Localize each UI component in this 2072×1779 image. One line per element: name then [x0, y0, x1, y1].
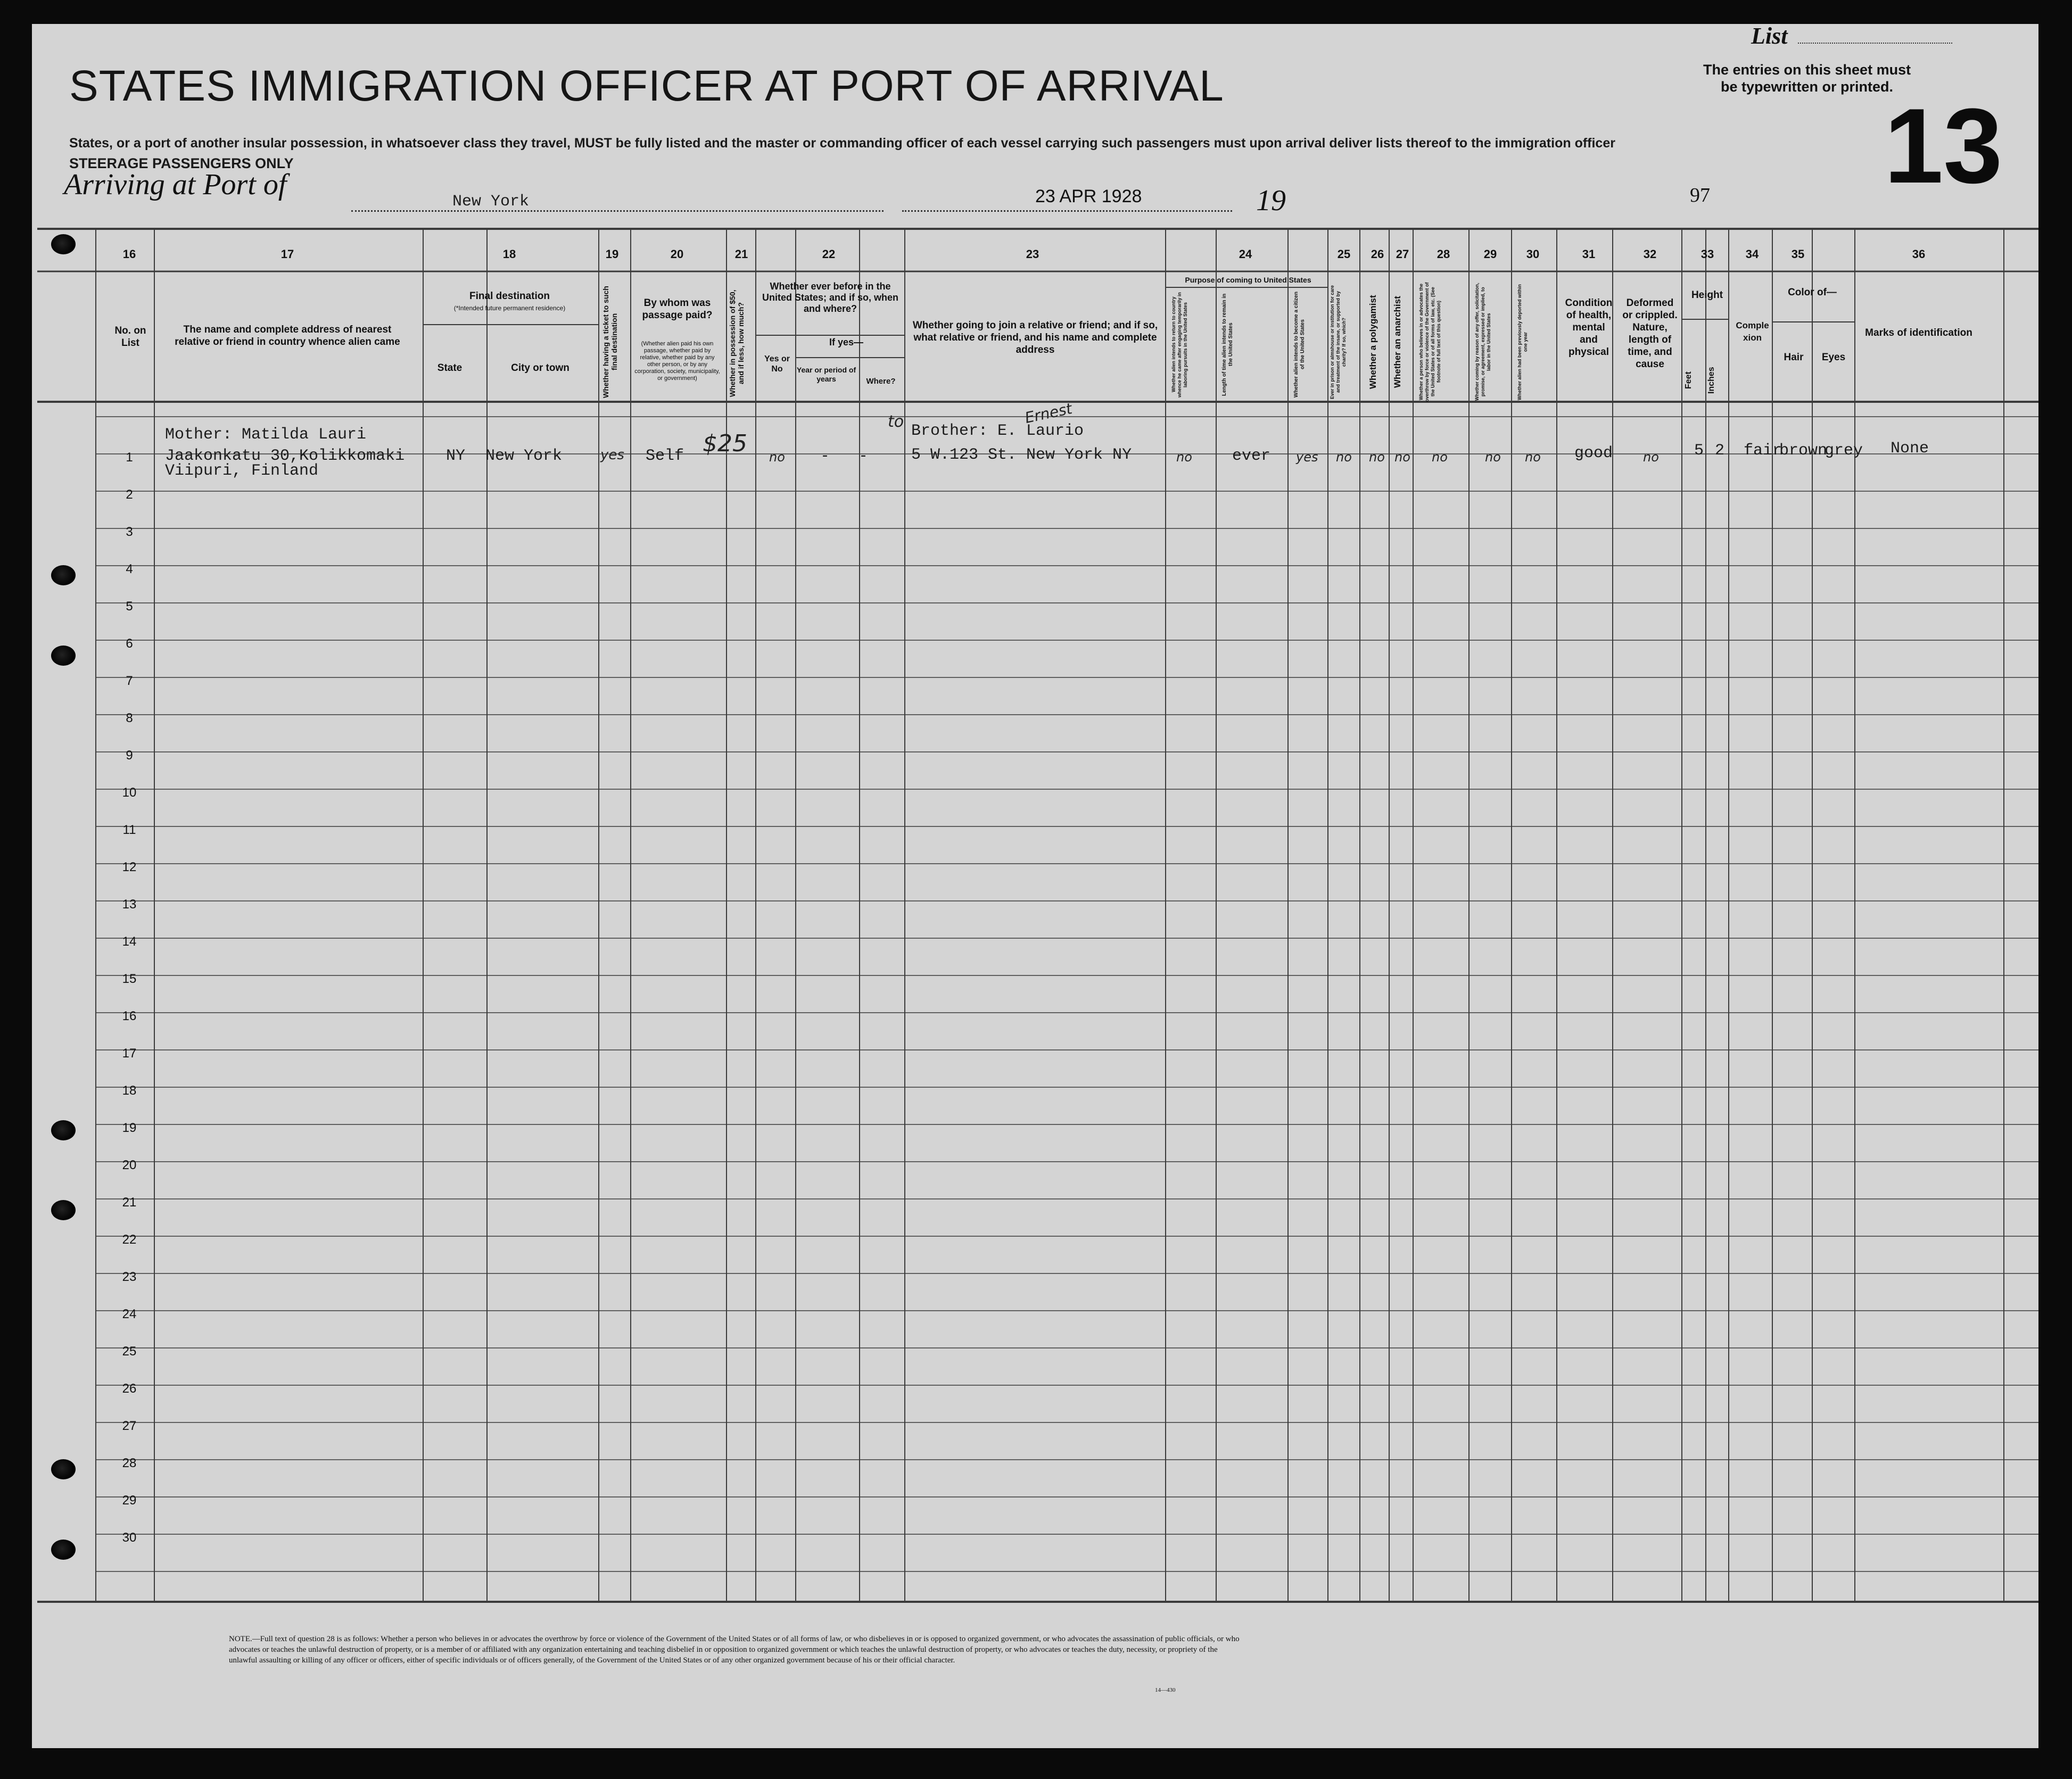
col-num-34: 34	[1745, 247, 1759, 261]
row-number: 19	[122, 1121, 137, 1135]
row-number: 12	[122, 860, 137, 874]
col-header-relative: The name and complete address of nearest relative or friend in country whence alien came	[175, 324, 400, 347]
row-number: 8	[126, 711, 133, 725]
col-header-color: Color of—	[1788, 287, 1837, 298]
binder-hole	[51, 1200, 76, 1220]
col-header-anarchist: Whether an anarchist	[1392, 296, 1402, 388]
anarchist-value: no	[1394, 450, 1410, 465]
before-us-where: -	[861, 446, 866, 464]
row-number: 25	[122, 1344, 137, 1359]
col-header-health: Condition of health, mental and physical	[1565, 297, 1613, 358]
year-prefix: 19	[1256, 184, 1286, 217]
col-num-24: 24	[1239, 247, 1252, 261]
col-num-25: 25	[1337, 247, 1351, 261]
footnote: NOTE.—Full text of question 28 is as follows: Whether a person who believes in or advocates the overthrow by force or violence of the Government of the United States or of all forms of law, or who disbelieves in or is opposed to organized government, or who advocates the assassination of public officials, or who advocates or teaches the unlawful destruction of property, or is a member of or affiliated with any organization entertaining and teaching disbelief in or opposition to organized government or which teaches the unlawful destruction of property, or who advocates or teaches the duty, necessity, or propriety of the unlawful assaulting or killing of any officer or officers, either of specific individuals or of officers generally, of the Government of the United States or of any other organized government because of his or their official character.	[229, 1635, 1240, 1665]
row-number: 22	[122, 1232, 137, 1247]
row-number: 28	[122, 1456, 137, 1470]
col-header-state: State	[437, 362, 463, 374]
relative-city: Viipuri, Finland	[165, 462, 319, 480]
sheet-number: 13	[1884, 87, 2003, 205]
col-header-before-us: Whether ever before in the United States; and if so, when and where?	[762, 281, 899, 314]
date-line	[902, 210, 1232, 212]
col-header-join: Whether going to join a relative or friend; and if so, what relative or friend, and his name and complete address	[912, 320, 1158, 355]
col-header-hair: Hair	[1784, 352, 1804, 363]
col-header-passage: By whom was passage paid?	[642, 297, 713, 321]
row-number: 1	[126, 450, 133, 465]
col-header-deformed: Deformed or crippled. Nature, length of time, and cause	[1622, 297, 1678, 370]
length-value: ever	[1232, 447, 1271, 465]
col-header-ticket: Whether having a ticket to such final destination	[601, 286, 618, 398]
col-num-29: 29	[1483, 247, 1497, 261]
ruled-grid	[32, 24, 2038, 1748]
port-value: New York	[452, 193, 530, 211]
height-inches: 2	[1715, 442, 1725, 460]
row-number: 6	[126, 636, 133, 651]
row-number: 16	[122, 1009, 137, 1023]
row-number: 20	[122, 1158, 137, 1172]
col-header-passage-note: (Whether alien paid his own passage, whether paid by relative, whether paid by any other person, or by any corporation, society, municipality, or government)	[634, 341, 720, 382]
dest-state: NY	[446, 447, 466, 465]
col-num-20: 20	[670, 247, 684, 261]
col-header-return: Whether alien intends to return to country whence he came after engaging temporarily in laboring pursuits in the United States	[1171, 292, 1188, 398]
col-header-citizen: Whether alien intends to become a citizen of the United States	[1293, 292, 1306, 398]
row-number: 4	[126, 562, 133, 576]
row-number: 9	[126, 748, 133, 763]
row-number: 7	[126, 674, 133, 688]
before-us-year: -	[822, 446, 828, 464]
col-header-prison: Ever in prison or almshouse or institution for care and treatment of the insane, or supported by charity? If so, which?	[1330, 285, 1347, 399]
complexion-value: fair	[1744, 442, 1782, 460]
col-header-height: Height	[1691, 289, 1723, 301]
row-number: 10	[122, 785, 137, 800]
col-header-list-no: No. on List	[114, 325, 146, 349]
paid-by-value: Self	[646, 447, 684, 465]
col-header-feet: Feet	[1684, 371, 1693, 390]
join-relative: Brother: E. Laurio	[911, 422, 1084, 440]
row-number: 15	[122, 972, 137, 986]
ticket-value: yes	[600, 447, 624, 463]
col-header-year: Year or period of years	[796, 366, 856, 383]
money-value: $25	[703, 430, 747, 457]
row-number: 21	[122, 1195, 137, 1210]
row-number: 27	[122, 1419, 137, 1433]
col-header-purpose: Purpose of coming to United States	[1185, 276, 1311, 284]
col-num-19: 19	[605, 247, 619, 261]
row-number: 26	[122, 1381, 137, 1396]
col-header-inches: Inches	[1707, 367, 1716, 394]
before-us-value: no	[769, 450, 785, 465]
col-header-destination-note: (*Intended future permanent residence)	[453, 304, 566, 312]
list-number: 97	[1690, 184, 1710, 206]
col-num-16: 16	[122, 247, 136, 261]
col-num-33: 33	[1700, 247, 1714, 261]
header-class-note: STEERAGE PASSENGERS ONLY	[69, 155, 294, 171]
row-number: 23	[122, 1270, 137, 1284]
row-number: 29	[122, 1493, 137, 1508]
col-num-36: 36	[1912, 247, 1926, 261]
deformed-value: no	[1643, 450, 1659, 465]
row-number: 13	[122, 897, 137, 912]
col-num-23: 23	[1026, 247, 1039, 261]
col-header-eyes: Eyes	[1821, 352, 1846, 363]
col-num-28: 28	[1437, 247, 1450, 261]
header-instructions: States, or a port of another insular possession, in whatsoever class they travel, MUST be fully listed and the master or commanding officer of each vessel carrying such passengers must upon arrival deliver lists thereof to the immigration officer	[69, 136, 1615, 151]
row-number: 14	[122, 934, 137, 949]
col-num-30: 30	[1526, 247, 1540, 261]
row-number: 11	[122, 823, 136, 837]
offer-value: no	[1485, 450, 1501, 465]
row-number: 24	[122, 1307, 137, 1321]
prison-value: no	[1336, 450, 1352, 465]
row-number: 2	[126, 487, 133, 502]
entries-notice-line1: The entries on this sheet must	[1703, 62, 1911, 78]
col-header-overthrow: Whether a person who believes in or advocates the overthrow by force or violence of the Government of the United States or of all forms of law, etc. (See footnote of full text of this question)	[1418, 282, 1441, 402]
page-title: STATES IMMIGRATION OFFICER AT PORT OF ARRIVAL	[69, 62, 1224, 110]
arriving-label: Arriving at Port of	[64, 168, 287, 201]
binder-hole	[51, 234, 76, 254]
date-stamp: 23 APR 1928	[1035, 186, 1142, 206]
col-header-city: City or town	[511, 362, 569, 374]
join-handwritten-name: Ernest	[1023, 400, 1074, 427]
col-header-polygamist: Whether a polygamist	[1368, 295, 1378, 389]
col-num-35: 35	[1791, 247, 1805, 261]
binder-hole	[51, 1540, 76, 1560]
col-header-yes-no: Yes or No	[764, 354, 790, 374]
list-label: List	[1751, 23, 1788, 49]
col-header-destination: Final destination	[469, 291, 550, 302]
join-address: 5 W.123 St. New York NY	[911, 446, 1132, 464]
hair-value: brown	[1779, 442, 1828, 460]
col-num-26: 26	[1371, 247, 1384, 261]
port-line	[351, 210, 884, 212]
eyes-value: grey	[1825, 442, 1863, 460]
col-header-where: Where?	[866, 377, 896, 386]
col-num-21: 21	[734, 247, 748, 261]
binder-hole	[51, 565, 76, 585]
dest-city: New York	[485, 447, 563, 465]
row-number: 17	[122, 1046, 137, 1061]
binder-hole	[51, 1120, 76, 1140]
col-num-18: 18	[502, 247, 516, 261]
citizen-value: yes	[1296, 450, 1318, 465]
row-number: 18	[122, 1083, 137, 1098]
health-value: good	[1574, 444, 1613, 462]
form-code: 14—430	[1155, 1687, 1176, 1693]
deported-value: no	[1525, 450, 1541, 465]
col-header-deported: Whether alien had been previously deported within one year	[1517, 284, 1528, 400]
entries-notice-line2: be typewritten or printed.	[1721, 79, 1894, 95]
height-feet: 5	[1694, 442, 1704, 460]
row-number: 30	[122, 1530, 137, 1545]
col-header-complexion: Complexion	[1736, 320, 1769, 343]
relative-name: Mother: Matilda Lauri	[165, 426, 367, 444]
col-header-money: Whether in possession of $50, and if less, how much?	[728, 289, 745, 397]
join-prefix: to	[888, 412, 904, 431]
col-header-length: Length of time alien intends to remain in the United States	[1221, 293, 1234, 396]
manifest-sheet	[32, 24, 2038, 1748]
relative-address: Jaakonkatu 30,Kolikkomaki	[165, 447, 405, 465]
col-num-31: 31	[1582, 247, 1596, 261]
row-number: 5	[126, 599, 133, 614]
col-num-27: 27	[1396, 247, 1409, 261]
col-num-32: 32	[1643, 247, 1657, 261]
col-num-17: 17	[280, 247, 294, 261]
polygamist-value: no	[1369, 450, 1385, 465]
list-number-line	[1798, 43, 1952, 44]
return-value: no	[1176, 450, 1192, 465]
col-header-if-yes: If yes—	[829, 337, 864, 347]
binder-hole	[51, 1459, 76, 1479]
col-num-22: 22	[822, 247, 836, 261]
col-header-marks: Marks of identification	[1865, 327, 1972, 338]
binder-hole	[51, 646, 76, 666]
row-number: 3	[126, 525, 133, 539]
entries-notice	[1703, 61, 1911, 95]
marks-value: None	[1891, 440, 1929, 458]
col-header-offer: Whether coming by reason of any offer, solicitation, promise, or agreement, expressed or implied, to labor in the United States	[1474, 283, 1491, 401]
overthrow-value: no	[1432, 450, 1448, 465]
